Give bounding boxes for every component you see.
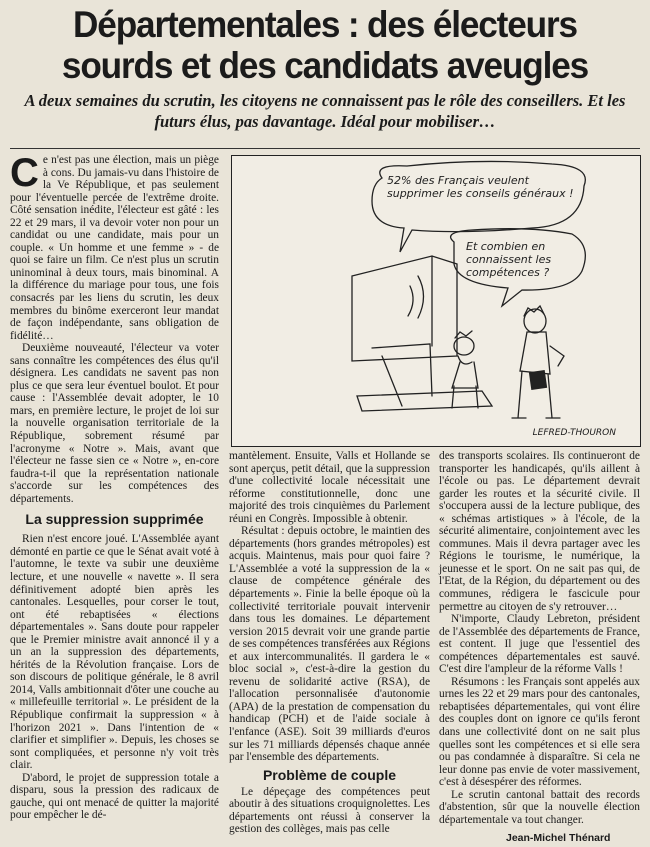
author-byline: Jean-Michel Thénard [506,832,611,844]
divider-rule [10,148,640,149]
paragraph: mantèlement. Ensuite, Valls et Hollande se sont aperçus, petit détail, que la suppression d'une collectivité locale nécessitait une réforme constitutionnelle, donc une majorité des trois cinquièmes du Parlement réuni en Congrès. Impossible à obtenir. [229,450,430,525]
paragraph: N'importe, Claudy Lebreton, président de l'Assemblée des départements de France, est content. Il juge que l'essentiel des compétences départementales est sauvé. C'est dire l'ampleur de la réforme Valls ! [439,613,640,676]
paragraph-intro [10,151,219,342]
headline-line-1: Départementales : des électeurs [73,4,577,45]
drop-cap: C [10,151,39,195]
cartoon-signature: LEFRED-THOURON [532,428,616,438]
paragraph: Le scrutin cantonal battait des records d'abstention, sûr que la nouvelle élection départementale va tout changer. [439,788,640,826]
subhead-suppression: La suppression supprimée [25,511,204,528]
cartoon-bubble-2: Et combien en connaissent les compétences ? [466,240,552,279]
standfirst: A deux semaines du scrutin, les citoyens ne connaissent pas le rôle des conseillers. Et les futurs élus, pas davantage. Idéal pour mobiliser… [24,91,626,131]
paragraph: des transports scolaires. Ils continueront de transporter les handicapés, qu'ils aillent à l'école ou pas. Le département devrait garder les routes et la sécurité civile. Il s'occupera aussi de la lecture publique, des « schémas artistiques » à l'école, de la sécurité alimentaire, conjointement avec les communes. Mais il devra partager avec les Régions le tourisme, le numérique, la jeunesse et le sport. On ne sait pas qui, de l'Etat, de la Région, du département ou des communes, rédigera le fascicule pour permettre au citoyen de s'y retrouver… [439,450,640,613]
cartoon-bubble-1: 52% des Français veulent supprimer les conseils généraux ! [387,174,574,200]
headline-line-2: sourds et des candidats aveugles [61,45,589,86]
cartoon-illustration [231,155,641,447]
headline [24,4,626,86]
paragraph-text: e n'est pas une élection, mais un piège à cons. Du jamais-vu dans l'histoire de la Ve République, et pas seulement pour l'éventuelle percée de l'extrême droite. Côté sensation inédite, l'électeur est gâté : les 22 et 29 mars, il va devoir voter non pour un candidat ou une candidate, mais pour un couple. « Un homme et une femme » - de quoi se faire un film. Ce n'est plus un scrutin uninominal à deux tours, mais binominal. A la différence du mariage pour tous, une fois consacrés par les liens du scrutin, les deux membres du binôme exerceront leur mandat de façon indépendante, sans obligation de fidélité… [10,154,219,342]
paragraph: Résumons : les Français sont appelés aux urnes les 22 et 29 mars pour des cantonales, rebaptisées départementales, qui vont élire des couples dont on ignore ce qu'ils feront dans une collectivité dont on ne sait plus quelles sont les compétences et si elle sera ou pas condamnée à disparaître. Si cela ne leur donne pas envie de voter massivement, c'est à désespérer des réformes. [439,675,640,789]
paragraph: Le dépeçage des compétences peut aboutir à des situations croquignolettes. Les départements ont réussi à conserver la gestion des collèges, mais pas celle [229,785,430,836]
column-2 [229,450,430,845]
column-3 [439,450,640,830]
paragraph: Deuxième nouveauté, l'électeur va voter sans connaître les compétences des élus qu'il désignera. Les candidats ne savent pas non plus ce que sera leur éventuel boulot. Et pour cause : l'Assemblée devait adopter, le 10 mars, en première lecture, le projet de loi sur la nouvelle organisation territoriale de la République, sobrement résumé par l'acronyme « Notre ». Mais, avant que l'électeur ne fasse sien ce « Notre », en-core faudra-t-il que la représentation nationale s'accorde sur les compétences des départements. [10,342,219,505]
paragraph: Résultat : depuis octobre, le maintien des départements (hors grandes métropoles) est acquis. Maintenus, mais pour quoi faire ? L'Assemblée a voté la suppression de la « clause de compétence générale des départements ». Finie la belle époque où la collectivité territoriale pouvait intervenir dans tous les domaines. Le département version 2015 devrait voir une grande partie de ses compétences transférées aux Régions et aux intercommunalités. Il gardera le « bloc social », c'est-à-dire la gestion du revenu de solidarité active (RSA), de l'allocation personnalisée d'autonomie (APA) de la prestation de compensation du handicap (PCH) et de l'aide sociale à l'enfance (ASE). Soit 39 milliards d'euros sur les 71 milliards dépensés chaque année par l'ensemble des départements. [229,525,430,764]
subhead-couple: Problème de couple [262,766,397,783]
paragraph: D'abord, le projet de suppression totale a disparu, sous la pression des radicaux de gauche, qui ont menacé de quitter la majorité pour empêcher le dé- [10,771,219,822]
paragraph: Rien n'est encore joué. L'Assemblée ayant démonté en partie ce que le Sénat avait voté à l'automne, le texte va subir une deuxième lecture, et une nouvelle « navette ». Il sera définitivement adopté bien après les cantonales. Lesquelles, pour corser le tout, ont été rebaptisées « élections départementales ». Sans doute pour rappeler que le Premier ministre avait annoncé il y a un an la suppression des départements, hérités de la Révolution française. Lors de son discours de politique générale, le 8 avril 2014, Valls ambitionnait d'ôter une couche au « millefeuille territorial ». Le président de la République confirmait la suppression « à l'horizon 2021 ». Dans l'intention de « clarifier et simplifier ». Depuis, les choses se sont compliquées, et personne n'y voit très clair. [10,533,219,772]
column-1 [10,151,219,844]
